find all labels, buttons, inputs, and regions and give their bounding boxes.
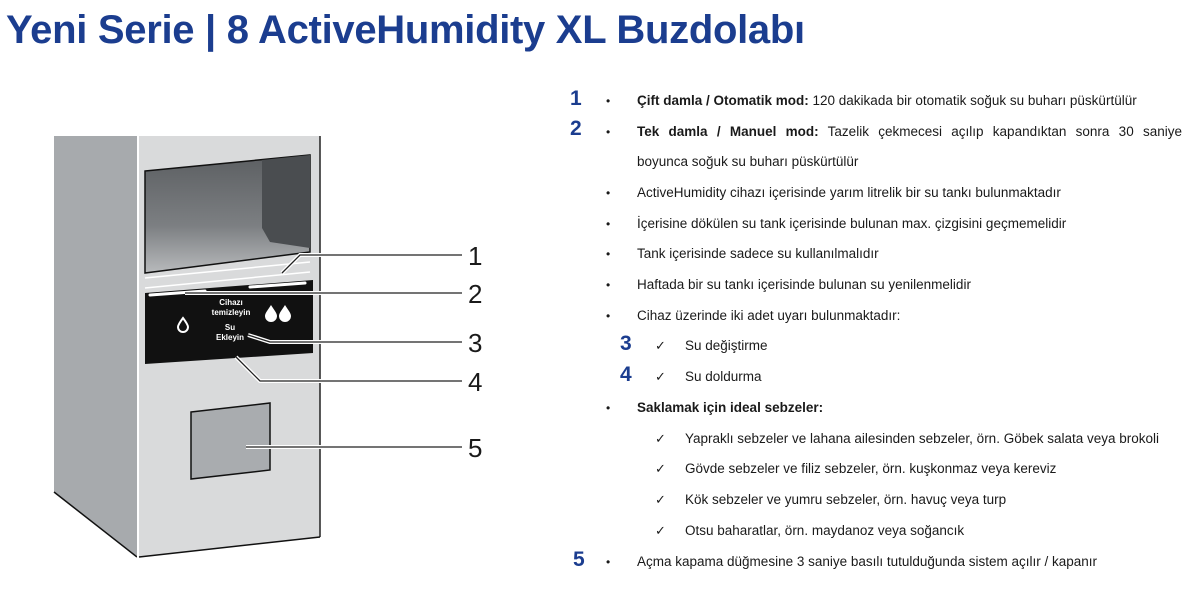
list-item-max-line: İçerisine dökülen su tank içerisinde bulunan max. çizgisini geçmemelidir (637, 216, 1067, 231)
item-label: Tek damla / Manuel mod: (637, 124, 819, 139)
callout-2: 2 (468, 279, 483, 309)
list-item-leafy: Yapraklı sebzeler ve lahana ailesinden sebzeler, örn. Göbek salata veya brokoli (685, 431, 1160, 446)
marker-4: 4 (620, 363, 632, 386)
item-text: Tazelik çekmecesi açılıp kapandıktan sonra 30 saniye (818, 124, 1182, 139)
list-item-water-fill: Su doldurma (685, 369, 762, 384)
marker-3: 3 (620, 332, 632, 355)
list-item-water-change: Su değiştirme (685, 338, 768, 353)
check-icon: ✓ (655, 492, 666, 507)
list-item-weekly-refresh: Haftada bir su tankı içerisinde bulunan su yenilenmelidir (637, 277, 971, 292)
check-icon: ✓ (655, 461, 666, 476)
item-text: 120 dakikada bir otomatik soğuk su buharı püskürtülür (808, 93, 1137, 108)
panel-label-clean-1: Cihazı (219, 298, 243, 307)
list-item-tank-size: ActiveHumidity cihazı içerisinde yarım litrelik bir su tankı bulunmaktadır (637, 185, 1061, 200)
list-item-ideal-vegetables: Saklamak için ideal sebzeler: (637, 400, 824, 415)
list-item-warnings: Cihaz üzerinde iki adet uyarı bulunmaktadır: (637, 308, 901, 323)
list-item-herbs: Otsu baharatlar, örn. maydanoz veya soğancık (685, 523, 965, 538)
bullet-icon: • (606, 555, 611, 569)
panel-label-add-2: Ekleyin (215, 333, 245, 342)
check-icon: ✓ (655, 431, 666, 446)
bullet-icon: • (606, 125, 611, 139)
list-item-stem: Gövde sebzeler ve filiz sebzeler, örn. kuşkonmaz veya kereviz (685, 461, 1057, 476)
list-item-manual-mode (637, 123, 1182, 141)
item-label: Çift damla / Otomatik mod: (637, 93, 809, 108)
panel-label-clean-2: temizleyin (211, 308, 251, 317)
marker-5: 5 (573, 548, 585, 571)
callout-3: 3 (468, 328, 483, 358)
marker-2: 2 (570, 117, 582, 140)
callout-4: 4 (468, 367, 483, 397)
bullet-icon: • (606, 309, 611, 323)
page-title: Yeni Serie | 8 ActiveHumidity XL Buzdolabı (6, 8, 805, 52)
check-icon: ✓ (655, 338, 666, 353)
list-item-water-only: Tank içerisinde sadece su kullanılmalıdır (637, 246, 879, 261)
bullet-icon: • (606, 217, 611, 231)
check-icon: ✓ (655, 369, 666, 384)
marker-1: 1 (570, 87, 582, 110)
panel-label-add-1: Su (224, 323, 236, 332)
bullet-icon: • (606, 278, 611, 292)
bullet-icon: • (606, 247, 611, 261)
bullet-icon: • (606, 186, 611, 200)
list-item-manual-mode-cont: boyunca soğuk su buharı püskürtülür (637, 154, 859, 169)
list-item-auto-mode (637, 92, 1137, 110)
callout-5: 5 (468, 433, 483, 463)
callout-1: 1 (468, 241, 483, 271)
bullet-icon: • (606, 401, 611, 415)
list-item-power-button: Açma kapama düğmesine 3 saniye basılı tutulduğunda sistem açılır / kapanır (637, 554, 1097, 569)
list-item-root: Kök sebzeler ve yumru sebzeler, örn. havuç veya turp (685, 492, 1007, 507)
check-icon: ✓ (655, 523, 666, 538)
bullet-icon: • (606, 94, 611, 108)
